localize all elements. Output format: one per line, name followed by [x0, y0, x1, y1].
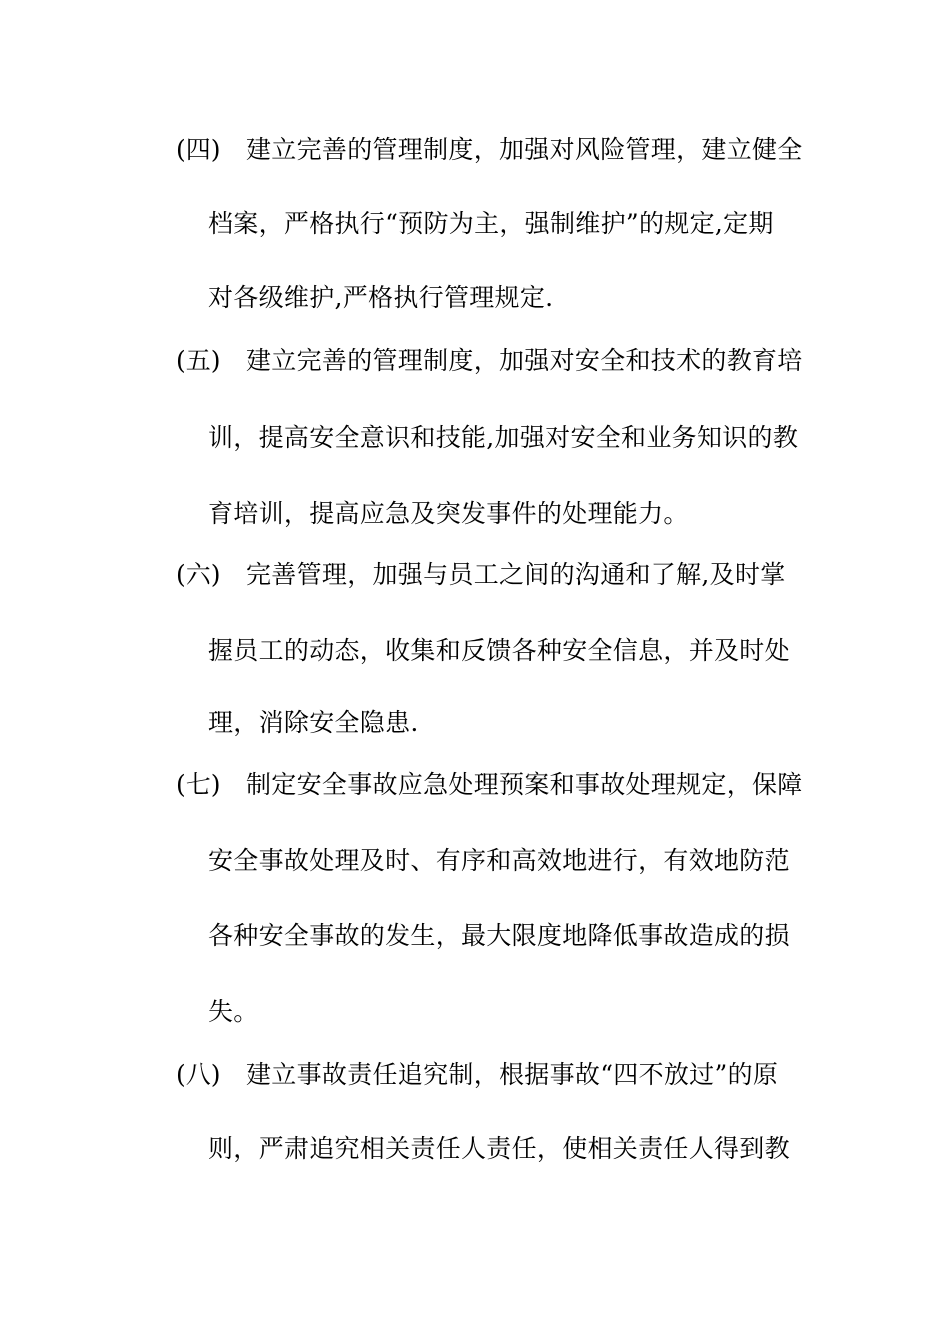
item-text-line: 对各级维护,严格执行管理规定.: [208, 283, 554, 312]
item-text-line: 档案，严格执行“预防为主，强制维护”的规定,定期: [208, 209, 774, 238]
item-marker: (六): [176, 560, 221, 589]
item-text-line: 训，提高安全意识和技能,加强对安全和业务知识的教: [208, 423, 799, 452]
item-text-line: 建立完善的管理制度，加强对安全和技术的教育培: [246, 346, 803, 375]
item-text-line: 失。: [208, 997, 259, 1026]
item-text-line: 各种安全事故的发生，最大限度地降低事故造成的损: [208, 921, 790, 950]
item-text-line: 育培训，提高应急及突发事件的处理能力。: [208, 499, 689, 528]
item-text-line: 建立完善的管理制度，加强对风险管理，建立健全: [246, 135, 803, 164]
item-text-line: 完善管理，加强与员工之间的沟通和了解,及时掌: [246, 560, 786, 589]
item-text-line: 握员工的动态，收集和反馈各种安全信息，并及时处: [208, 636, 790, 665]
item-text-line: 则，严肃追究相关责任人责任，使相关责任人得到教: [208, 1134, 790, 1163]
item-marker: (八): [176, 1060, 221, 1089]
item-text-line: 制定安全事故应急处理预案和事故处理规定，保障: [246, 770, 803, 799]
item-marker: (七): [176, 770, 221, 799]
item-text-line: 建立事故责任追究制，根据事故“四不放过”的原: [246, 1060, 779, 1089]
item-marker: (五): [176, 346, 221, 375]
item-text-line: 理，消除安全隐患.: [208, 708, 419, 737]
item-marker: (四): [176, 135, 221, 164]
item-text-line: 安全事故处理及时、有序和高效地进行，有效地防范: [208, 846, 790, 875]
